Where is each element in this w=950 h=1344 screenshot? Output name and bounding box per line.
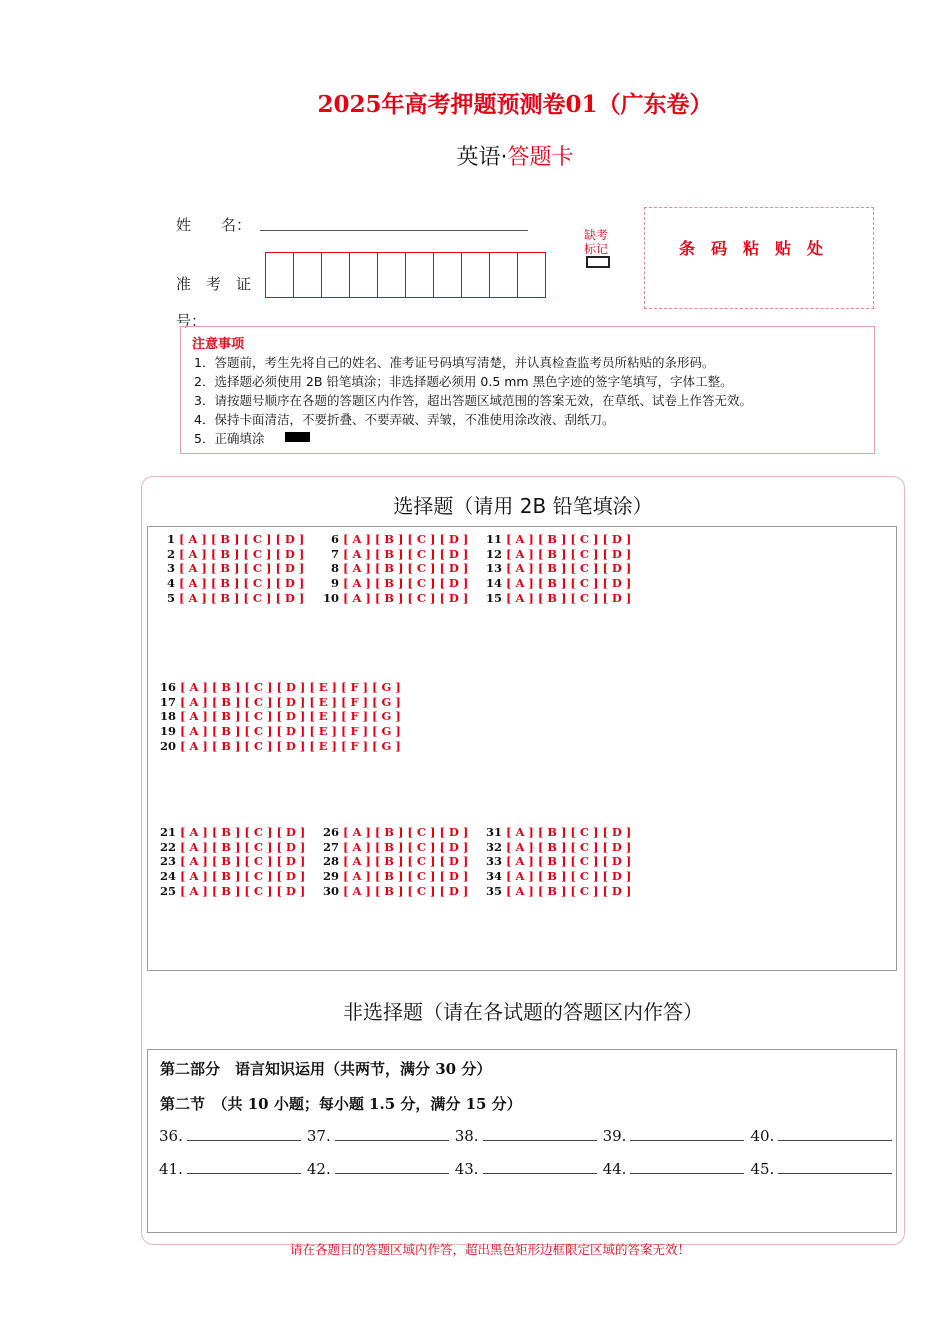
answer-options[interactable]: [ A ] [ B ] [ C ] [ D ]: [502, 825, 632, 839]
blank-number: 42.: [306, 1160, 331, 1178]
exam-id-boxes[interactable]: [265, 252, 546, 298]
answer-options[interactable]: [ A ] [ B ] [ C ] [ D ]: [502, 883, 632, 898]
id-digit-box[interactable]: [294, 253, 322, 297]
answer-options[interactable]: [ A ] [ B ] [ C ] [ D ]: [176, 854, 306, 869]
question-column: [160, 825, 305, 899]
question-number: 17: [160, 694, 177, 709]
blank-number: 45.: [750, 1160, 775, 1178]
question-row: [160, 869, 305, 884]
question-column: [486, 825, 631, 899]
answer-options[interactable]: [ A ] [ B ] [ C ] [ D ]: [339, 546, 469, 561]
blank-number: 37.: [306, 1127, 331, 1145]
answer-blank[interactable]: [335, 1128, 449, 1141]
question-row: [160, 884, 305, 899]
id-digit-box[interactable]: [406, 253, 434, 297]
question-number: 22: [160, 839, 177, 854]
name-label: 姓 名：: [176, 216, 252, 234]
question-number: 25: [160, 883, 177, 898]
question-number: 30: [323, 883, 340, 898]
answer-options[interactable]: [ A ] [ B ] [ C ] [ D ]: [339, 561, 469, 576]
answer-blank[interactable]: [483, 1128, 597, 1141]
question-row: [160, 840, 305, 855]
question-row: [323, 854, 468, 869]
question-row: [486, 547, 631, 562]
question-row: [323, 869, 468, 884]
answer-options[interactable]: [ A ] [ B ] [ C ] [ D ]: [175, 576, 305, 591]
answer-blank[interactable]: [630, 1161, 744, 1174]
note-item: 2．选择题必须使用 2B 铅笔填涂；非选择题必须用 0.5 mm 黑色字迹的签字笔填写，字体工整。: [194, 374, 733, 389]
barcode-label: 条码粘贴处: [678, 239, 839, 258]
question-number: 6: [330, 532, 339, 546]
question-row: [323, 840, 468, 855]
id-label-suffix: 号：: [176, 312, 207, 330]
question-column: [323, 532, 468, 606]
blank-number: 41.: [159, 1160, 183, 1178]
blank-item: [307, 1160, 449, 1178]
question-row: [160, 825, 305, 840]
question-number: 28: [323, 854, 340, 869]
answer-options[interactable]: [ A ] [ B ] [ C ] [ D ]: [339, 576, 469, 591]
question-number: 5: [166, 590, 175, 605]
answer-options[interactable]: [ A ] [ B ] [ C ] [ D ]: [176, 869, 306, 884]
question-row: [162, 532, 304, 547]
blank-row: [159, 1127, 898, 1145]
absent-mark-label: 缺考标记: [584, 228, 609, 256]
question-number: 15: [486, 590, 503, 605]
absent-mark-box[interactable]: [586, 256, 610, 268]
blank-item: [307, 1127, 449, 1145]
answer-blank[interactable]: [778, 1128, 892, 1141]
question-number: 9: [330, 576, 339, 591]
question-row: [160, 854, 305, 869]
answer-options[interactable]: [ A ] [ B ] [ C ] [ D ]: [502, 869, 632, 884]
blank-row: [159, 1160, 898, 1178]
question-row: [486, 591, 631, 606]
question-row: [486, 576, 631, 591]
subject-title: [0, 140, 950, 171]
question-number: 32: [486, 839, 503, 854]
id-digit-box[interactable]: [462, 253, 490, 297]
answer-options[interactable]: [ A ] [ B ] [ C ] [ D ]: [502, 854, 632, 869]
question-row: [160, 724, 401, 739]
answer-blank[interactable]: [630, 1128, 744, 1141]
answer-options[interactable]: [ A ] [ B ] [ C ] [ D ]: [175, 532, 305, 546]
question-column: [486, 532, 631, 606]
notes-title: 注意事项: [192, 337, 245, 352]
question-number: 1: [166, 532, 175, 546]
question-number: 2: [166, 546, 175, 561]
blank-number: 39.: [602, 1127, 627, 1145]
question-number: 11: [486, 532, 503, 546]
id-digit-box[interactable]: [322, 253, 350, 297]
answer-options[interactable]: [ A ] [ B ] [ C ] [ D ]: [502, 532, 632, 546]
answer-blank[interactable]: [335, 1161, 449, 1174]
question-row: [486, 840, 631, 855]
answer-options[interactable]: [ A ] [ B ] [ C ] [ D ]: [176, 883, 306, 898]
name-field[interactable]: [260, 229, 528, 231]
question-row: [160, 709, 401, 724]
correct-fill-sample: [285, 432, 310, 442]
answer-options[interactable]: [ A ] [ B ] [ C ] [ D ] [ E ] [ F ] [ G ]: [176, 724, 401, 739]
id-digit-box[interactable]: [378, 253, 406, 297]
question-row: [160, 739, 401, 754]
question-number: 3: [166, 561, 175, 576]
section-heading: 第二节 （共 10 小题；每小题 1.5 分，满分 15 分）: [160, 1095, 522, 1113]
blank-item: [455, 1160, 597, 1178]
answer-options[interactable]: [ A ] [ B ] [ C ] [ D ]: [176, 825, 306, 839]
card-name: 答题卡: [507, 145, 574, 170]
question-column: [323, 825, 468, 899]
question-row: [162, 561, 304, 576]
answer-options[interactable]: [ A ] [ B ] [ C ] [ D ] [ E ] [ F ] [ G ]: [176, 694, 401, 709]
answer-options[interactable]: [ A ] [ B ] [ C ] [ D ] [ E ] [ F ] [ G ]: [176, 680, 401, 694]
question-row: [162, 547, 304, 562]
answer-options[interactable]: [ A ] [ B ] [ C ] [ D ]: [339, 532, 469, 546]
id-digit-box[interactable]: [518, 253, 546, 297]
blank-item: [159, 1160, 301, 1178]
question-number: 14: [486, 576, 503, 591]
answer-options[interactable]: [ A ] [ B ] [ C ] [ D ]: [502, 546, 632, 561]
question-row: [323, 591, 468, 606]
answer-options[interactable]: [ A ] [ B ] [ C ] [ D ]: [502, 561, 632, 576]
question-row: [486, 854, 631, 869]
note-item: 5．正确填涂: [194, 431, 265, 446]
question-row: [323, 884, 468, 899]
question-number: 12: [486, 546, 503, 561]
answer-options[interactable]: [ A ] [ B ] [ C ] [ D ]: [339, 839, 469, 854]
question-column: [162, 532, 304, 606]
id-digit-box[interactable]: [266, 253, 294, 297]
question-number: 13: [486, 561, 503, 576]
question-number: 34: [486, 869, 503, 884]
question-column: [160, 680, 401, 754]
objective-title: 选择题（请用 2B 铅笔填涂）: [393, 494, 653, 518]
answer-options[interactable]: [ A ] [ B ] [ C ] [ D ]: [339, 825, 469, 839]
page-title: 2025年高考押题预测卷01（广东卷）: [317, 91, 713, 118]
subject-name: 英语·: [456, 145, 508, 170]
blank-number: 44.: [602, 1160, 627, 1178]
answer-options[interactable]: [ A ] [ B ] [ C ] [ D ]: [502, 839, 632, 854]
answer-options[interactable]: [ A ] [ B ] [ C ] [ D ]: [502, 576, 632, 591]
subjective-title: 非选择题（请在各试题的答题区内作答）: [343, 1000, 703, 1024]
question-row: [323, 561, 468, 576]
id-digit-box[interactable]: [490, 253, 518, 297]
answer-blank[interactable]: [187, 1161, 301, 1174]
question-number: 20: [160, 738, 177, 753]
note-item: 3．请按题号顺序在各题的答题区内作答，超出答题区域范围的答案无效，在草纸、试卷上作答无效。: [194, 393, 752, 408]
question-number: 7: [330, 546, 339, 561]
blank-item: [603, 1127, 745, 1145]
answer-options[interactable]: [ A ] [ B ] [ C ] [ D ]: [502, 590, 632, 605]
question-number: 35: [486, 883, 503, 898]
answer-options[interactable]: [ A ] [ B ] [ C ] [ D ]: [175, 590, 305, 605]
question-number: 33: [486, 854, 503, 869]
blank-number: 38.: [454, 1127, 479, 1145]
answer-blank[interactable]: [778, 1161, 892, 1174]
answer-blank[interactable]: [483, 1161, 597, 1174]
answer-options[interactable]: [ A ] [ B ] [ C ] [ D ]: [339, 590, 469, 605]
footer-warning: 请在各题目的答题区域内作答，超出黑色矩形边框限定区域的答案无效！: [289, 1242, 690, 1257]
question-number: 24: [160, 869, 177, 884]
question-number: 26: [323, 825, 340, 839]
id-label: 准 考 证: [176, 275, 252, 293]
note-item: 4．保持卡面清洁，不要折叠、不要弄破、弄皱，不准使用涂改液、刮纸刀。: [194, 412, 615, 427]
question-row: [160, 695, 401, 710]
question-row: [486, 825, 631, 840]
question-number: 19: [160, 724, 177, 739]
blank-number: 40.: [750, 1127, 775, 1145]
question-row: [323, 532, 468, 547]
question-row: [160, 680, 401, 695]
blank-number: 36.: [159, 1127, 183, 1145]
question-row: [486, 532, 631, 547]
answer-options[interactable]: [ A ] [ B ] [ C ] [ D ]: [339, 883, 469, 898]
answer-options[interactable]: [ A ] [ B ] [ C ] [ D ]: [175, 561, 305, 576]
blank-item: [750, 1160, 892, 1178]
answer-options[interactable]: [ A ] [ B ] [ C ] [ D ]: [176, 839, 306, 854]
id-digit-box[interactable]: [350, 253, 378, 297]
note-item: 1．答题前，考生先将自己的姓名、准考证号码填写清楚，并认真检查监考员所粘贴的条形码。: [194, 355, 715, 370]
blank-number: 43.: [454, 1160, 479, 1178]
question-number: 23: [160, 854, 177, 869]
blank-item: [750, 1127, 892, 1145]
question-number: 16: [160, 680, 177, 694]
question-number: 21: [160, 825, 177, 839]
question-number: 8: [330, 561, 339, 576]
answer-options[interactable]: [ A ] [ B ] [ C ] [ D ] [ E ] [ F ] [ G ]: [176, 709, 401, 724]
question-number: 27: [323, 839, 340, 854]
question-row: [323, 825, 468, 840]
blank-item: [455, 1127, 597, 1145]
blank-item: [603, 1160, 745, 1178]
question-row: [486, 561, 631, 576]
answer-blank[interactable]: [187, 1128, 301, 1141]
question-row: [162, 591, 304, 606]
question-number: 18: [160, 709, 177, 724]
question-number: 31: [486, 825, 503, 839]
part-heading: 第二部分 语言知识运用（共两节，满分 30 分）: [160, 1060, 492, 1078]
question-row: [323, 547, 468, 562]
answer-options[interactable]: [ A ] [ B ] [ C ] [ D ]: [339, 854, 469, 869]
question-number: 29: [323, 869, 340, 884]
id-digit-box[interactable]: [434, 253, 462, 297]
question-row: [486, 884, 631, 899]
question-number: 4: [166, 576, 175, 591]
answer-options[interactable]: [ A ] [ B ] [ C ] [ D ]: [175, 546, 305, 561]
blank-item: [159, 1127, 301, 1145]
question-row: [486, 869, 631, 884]
question-row: [323, 576, 468, 591]
question-row: [162, 576, 304, 591]
answer-options[interactable]: [ A ] [ B ] [ C ] [ D ] [ E ] [ F ] [ G ]: [176, 738, 401, 753]
answer-options[interactable]: [ A ] [ B ] [ C ] [ D ]: [339, 869, 469, 884]
question-number: 10: [323, 590, 340, 605]
